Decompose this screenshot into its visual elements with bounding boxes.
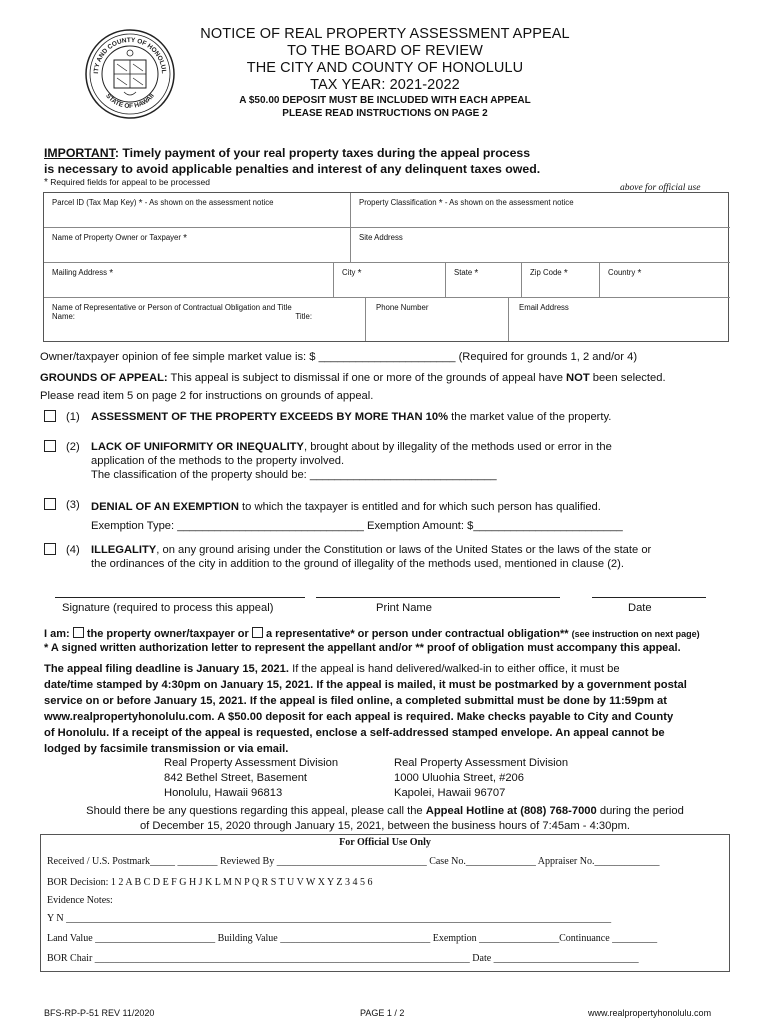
print-name-label: Print Name (376, 602, 432, 614)
grounds-heading (40, 371, 666, 385)
office-honolulu-name: Real Property Assessment Division (164, 757, 339, 769)
iam-line (44, 627, 700, 640)
mailing-address-field[interactable]: Mailing Address * (44, 263, 334, 298)
property-info-grid (43, 192, 729, 342)
ground-3-num: (3) (66, 499, 80, 511)
rep-name-sub: Name: (52, 312, 75, 321)
ground-4-rest: , on any ground arising under the Constitution or laws of the United States or the laws of the state or (156, 544, 652, 556)
deadline-text-1: If the appeal is hand delivered/walked-in to either office, it must be (288, 663, 620, 675)
opinion-value-line: Owner/taxpayer opinion of fee simple market value is: $ ______________________ (Required for grounds 1, 2 and/or 4) (40, 351, 638, 363)
ground-4-num: (4) (66, 544, 80, 556)
office-honolulu (164, 756, 338, 801)
deadline-deposit: A $50.00 deposit for each appeal is required. (217, 711, 454, 723)
country-field[interactable]: Country * (600, 263, 730, 298)
deadline-paragraph (44, 661, 734, 757)
ground-4-line2: the ordinances of the city in addition to the ground of illegality of the methods used, mentioned in clause (2). (91, 558, 624, 570)
ground-1-text (91, 410, 611, 424)
grounds-heading-label: GROUNDS OF APPEAL: (40, 372, 168, 384)
grounds-not: NOT (566, 372, 590, 384)
city-field[interactable]: City * (334, 263, 446, 298)
deadline-bold: The appeal filing deadline is January 15, 2021. (44, 663, 289, 675)
ground-4-checkbox[interactable] (44, 543, 56, 555)
ground-1-checkbox[interactable] (44, 410, 56, 422)
hotline-line-2: of December 15, 2020 through January 15, 2021, between the business hours of 7:45am - 4:30pm. (139, 820, 631, 832)
property-class-label: Property Classification (359, 198, 437, 207)
signature-label: Signature (required to process this appeal) (62, 602, 274, 614)
ground-3-text (91, 498, 623, 536)
hotline-line-1 (0, 804, 770, 818)
iam-note: (see instruction on next page) (571, 629, 700, 639)
ground-4-text (91, 543, 651, 571)
representative-checkbox[interactable] (252, 627, 263, 638)
city-county-seal (84, 26, 176, 122)
important-line-1: : Timely payment of your real property taxes during the appeal process (114, 146, 531, 160)
ground-1-bold: ASSESSMENT OF THE PROPERTY EXCEEDS BY MORE THAN 10% (91, 411, 449, 423)
date-label: Date (628, 602, 652, 614)
office-kapolei-street: 1000 Uluohia Street, #206 (394, 772, 524, 784)
email-label: Email Address (519, 303, 569, 312)
ground-2-rest: , brought about by illegality of the methods used or error in the (303, 441, 612, 453)
site-address-label: Site Address (359, 233, 403, 242)
deadline-text-4a: www.realpropertyhonolulu.com. (44, 711, 218, 723)
ground-2-line2: application of the methods to the property involved. (91, 455, 345, 467)
signature-line[interactable] (55, 597, 305, 598)
authorization-note: * A signed written authorization letter to represent the appellant and/or ** proof of obligation must accompany this appeal. (44, 642, 681, 654)
office-kapolei-city: Kapolei, Hawaii 96707 (394, 787, 506, 799)
office-kapolei-name: Real Property Assessment Division (394, 757, 569, 769)
rep-title-sub: Title: (295, 312, 312, 321)
svg-text:CITY AND COUNTY OF HONOLULU: ITY AND COUNTY OF HONOLUL (92, 36, 168, 74)
land-value-row: Land Value ________________________ Building Value ______________________________ Exemption ________________Continuance _________ (47, 933, 658, 944)
hotline-text-1: Should there be any questions regarding this appeal, please call the (86, 805, 426, 817)
important-line-2: is necessary to avoid applicable penalties and interest of any delinquent taxes owed. (44, 162, 541, 176)
owner-name-label: Name of Property Owner or Taxpayer (52, 233, 181, 242)
office-honolulu-street: 842 Bethel Street, Basement (164, 772, 308, 784)
deadline-text-4b: Make checks payable to City and County (453, 711, 674, 723)
received-row: Received / U.S. Postmark_____ ________ Reviewed By ______________________________ Case No.______________ Appraiser No._____________ (47, 856, 660, 867)
official-use-note: above for official use (620, 183, 701, 193)
ground-2-text (91, 440, 612, 482)
svg-text:STATE OF HAWAII: STATE OF HAWAII (104, 92, 156, 111)
state-label: State (454, 268, 473, 277)
owner-checkbox[interactable] (73, 627, 84, 638)
title-line-3: THE CITY AND COUNTY OF HONOLULU (246, 60, 524, 76)
email-field[interactable] (509, 298, 730, 341)
parcel-id-field[interactable]: Parcel ID (Tax Map Key) * - As shown on the assessment notice (44, 193, 351, 228)
iam-owner-option: the property owner/taxpayer or (86, 628, 249, 640)
phone-label: Phone Number (376, 303, 429, 312)
form-number: BFS-RP-P-51 REV 11/2020 (44, 1008, 155, 1018)
print-name-line[interactable] (316, 597, 560, 598)
ground-2-checkbox[interactable] (44, 440, 56, 452)
official-use-header: For Official Use Only (339, 837, 431, 848)
office-honolulu-city: Honolulu, Hawaii 96813 (164, 787, 283, 799)
zip-label: Zip Code (530, 268, 562, 277)
important-notice (44, 145, 540, 177)
office-kapolei (394, 756, 568, 801)
grounds-heading-rest: This appeal is subject to dismissal if one or more of the grounds of appeal have (167, 372, 567, 384)
city-label: City (342, 268, 356, 277)
yn-row: Y N _____________________________________________________________________________________________________________ (47, 913, 612, 924)
ground-1-rest: the market value of the property. (448, 411, 612, 423)
ground-2-num: (2) (66, 441, 80, 453)
phone-field[interactable] (366, 298, 509, 341)
title-line-1: NOTICE OF REAL PROPERTY ASSESSMENT APPEAL (200, 26, 570, 42)
property-class-field[interactable]: Property Classification * - As shown on the assessment notice (351, 193, 730, 228)
title-line-4: TAX YEAR: 2021-2022 (310, 77, 460, 93)
iam-rep-option: a representative* or person under contractual obligation** (265, 628, 569, 640)
ground-3-line2: Exemption Type: ______________________________ Exemption Amount: $________________________ (91, 520, 623, 532)
instructions-notice: PLEASE READ INSTRUCTIONS ON PAGE 2 (282, 108, 488, 119)
important-label: IMPORTANT (44, 146, 115, 160)
title-block (180, 26, 590, 120)
deadline-text-5: of Honolulu. If a receipt of the appeal is requested, enclose a self-addressed stamped envelope. An appeal cannot be (44, 727, 665, 739)
website-link[interactable]: www.realpropertyhonolulu.com (588, 1008, 712, 1018)
required-fields-note: * Required fields for appeal to be processed (44, 177, 210, 188)
property-class-note: - As shown on the assessment notice (444, 198, 574, 207)
ground-4-bold: ILLEGALITY (91, 544, 157, 556)
representative-field[interactable] (44, 298, 366, 341)
owner-name-field[interactable]: Name of Property Owner or Taxpayer * (44, 228, 351, 263)
rep-name-label: Name of Representative or Person of Contractual Obligation and Title (52, 303, 292, 312)
country-label: Country (608, 268, 636, 277)
page-number: PAGE 1 / 2 (360, 1008, 405, 1018)
grounds-read-item: Please read item 5 on page 2 for instructions on grounds of appeal. (40, 390, 374, 402)
iam-prefix: I am: (44, 628, 70, 640)
ground-1-num: (1) (66, 411, 80, 423)
ground-3-rest: to which the taxpayer is entitled and for which such person has qualified. (238, 501, 601, 513)
ground-3-bold: DENIAL OF AN EXEMPTION (91, 501, 239, 513)
ground-2-bold: LACK OF UNIFORMITY OR INEQUALITY (91, 441, 304, 453)
ground-2-line3: The classification of the property should be: ______________________________ (91, 469, 497, 481)
bor-chair-row: BOR Chair ___________________________________________________________________________ Date _____________________________ (47, 953, 639, 964)
bor-decision-row: BOR Decision: 1 2 A B C D E F G H J K L M N P Q R S T U V W X Y Z 3 4 5 6 (47, 877, 373, 888)
title-line-2: TO THE BOARD OF REVIEW (287, 43, 483, 59)
grounds-heading-end: been selected. (589, 372, 666, 384)
required-note-text: Required fields for appeal to be processed (50, 177, 210, 187)
date-line[interactable] (592, 597, 706, 598)
deadline-text-6: lodged by facsimile transmission or via email. (44, 743, 289, 755)
site-address-field[interactable] (351, 228, 730, 263)
state-field[interactable]: State * (446, 263, 522, 298)
deadline-text-2: date/time stamped by 4:30pm on January 15, 2021. If the appeal is mailed, it must be postmarked by a government postal (44, 679, 687, 691)
parcel-id-note: - As shown on the assessment notice (144, 198, 274, 207)
ground-3-checkbox[interactable] (44, 498, 56, 510)
evidence-row: Evidence Notes: (47, 895, 113, 906)
zip-field[interactable]: Zip Code * (522, 263, 600, 298)
parcel-id-label: Parcel ID (Tax Map Key) (52, 198, 137, 207)
official-use-box (40, 834, 730, 972)
hotline-number: Appeal Hotline at (808) 768-7000 (425, 805, 597, 817)
hotline-text-2: during the period (596, 805, 684, 817)
deadline-text-3: service on or before January 15, 2021. If the appeal is filed online, a completed submittal must be done by 11:59pm at (44, 695, 667, 707)
deposit-notice: A $50.00 DEPOSIT MUST BE INCLUDED WITH EACH APPEAL (239, 95, 531, 106)
mailing-address-label: Mailing Address (52, 268, 108, 277)
